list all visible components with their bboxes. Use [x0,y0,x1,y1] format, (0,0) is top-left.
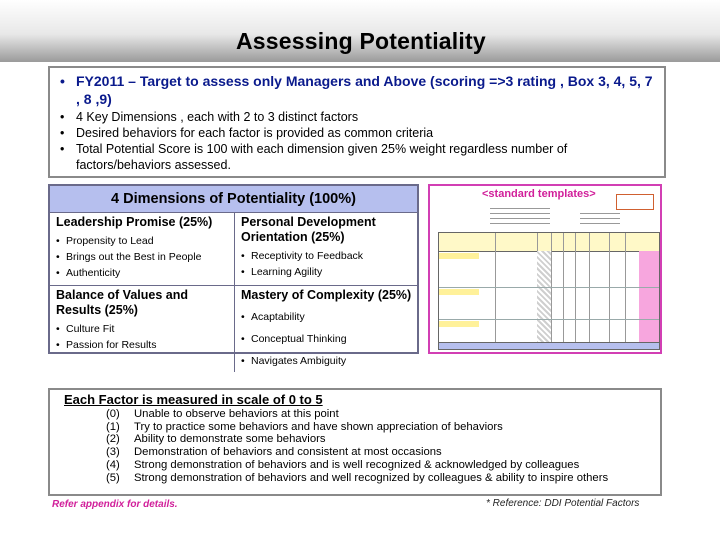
standard-template-thumbnail [428,184,662,354]
intro-bullet: • 4 Key Dimensions , each with 2 to 3 distinct factors [60,109,656,125]
scale-box [48,388,662,496]
dimension-item: • Brings out the Best in People [56,249,230,265]
template-column [551,233,552,349]
scale-level [64,446,652,459]
scale-text: Strong demonstration of behaviors and well recognized by colleagues & ability to inspire others [134,471,609,484]
template-badge [616,194,654,210]
intro-lead: • FY2011 – Target to assess only Managers and Above (scoring =>3 rating , Box 3, 4, 5, 7 , 8 ,9) [60,72,656,108]
dimension-item: • Passion for Results [56,337,230,353]
template-row-line [439,319,659,320]
scale-level [64,408,652,421]
dimension-item: • Learning Agility [241,264,413,280]
scale-code: (4) [106,458,120,471]
template-title: <standard templates> [482,188,596,200]
scale-level [64,421,652,434]
dimensions-table [48,184,419,367]
dimension-title: Mastery of Complexity (25%) [241,288,412,302]
dimension-item: • Authenticity [56,265,230,281]
dimension-item: • Receptivity to Feedback [241,248,413,264]
appendix-note: Refer appendix for details. [52,499,178,510]
template-column [495,233,496,349]
dimension-item: • Navigates Ambiguity [241,350,413,372]
dimension-title: Balance of Values and Results (25%) [56,288,188,317]
template-column [563,233,564,349]
intro-bullet: • Desired behaviors for each factor is provided as common criteria [60,125,656,141]
scale-text: Ability to demonstrate some behaviors [134,433,326,446]
scale-text: Strong demonstration of behaviors and is well recognized & acknowledged by colleagues [134,458,580,471]
template-field-line [490,218,550,219]
template-column [589,233,590,349]
template-column [625,233,626,349]
scale-level [64,433,652,446]
scale-text: Try to practice some behaviors and have shown appreciation of behaviors [134,420,503,433]
dimension-title: Personal Development Orientation (25%) [241,215,376,244]
intro-bullet: • Total Potential Score is 100 with each dimension given 25% weight regardless number of factors/behaviors assessed. [60,141,656,173]
scale-code: (5) [106,471,120,484]
template-field-line [490,223,550,224]
dimension-item: • Conceptual Thinking [241,328,413,350]
dimension-title: Leadership Promise (25%) [56,215,213,229]
intro-list [60,72,656,173]
scale-text: Unable to observe behaviors at this point [134,408,339,420]
template-score-column [639,251,659,349]
reference-note: * Reference: DDI Potential Factors [486,498,640,509]
template-row-line [439,287,659,288]
dimension-item: • Acaptability [241,306,413,328]
template-table [438,232,660,350]
template-field-line [490,213,550,214]
scale-code: (1) [106,420,120,433]
dimension-item: • Culture Fit [56,321,230,337]
template-table-header [439,233,659,252]
template-section-marker [439,321,479,327]
template-field-line [580,213,620,214]
template-column [575,233,576,349]
template-table-footer [439,342,659,349]
scale-code: (3) [106,446,120,459]
template-field-line [580,218,620,219]
slide-title: Assessing Potentiality [236,28,486,54]
scale-code: (0) [106,408,120,420]
dimensions-heading: 4 Dimensions of Potentiality (100%) [50,186,417,213]
template-field-line [580,223,620,224]
dimensions-grid [50,213,417,367]
dimension-cell-complexity [235,286,417,372]
scale-level [64,472,652,485]
scale-level [64,459,652,472]
template-section-marker [439,289,479,295]
scale-code: (2) [106,433,120,446]
scale-heading: Each Factor is measured in scale of 0 to 5 [64,392,323,407]
intro-box [48,66,666,178]
template-field-line [490,208,550,209]
template-section-marker [439,253,479,259]
dimension-cell-leadership [50,213,235,286]
template-hatch-column [537,251,551,349]
dimension-cell-values-results [50,286,235,372]
template-column [609,233,610,349]
dimension-cell-personal-development [235,213,417,286]
dimension-item: • Propensity to Lead [56,233,230,249]
scale-text: Demonstration of behaviors and consistent at most occasions [134,446,442,459]
